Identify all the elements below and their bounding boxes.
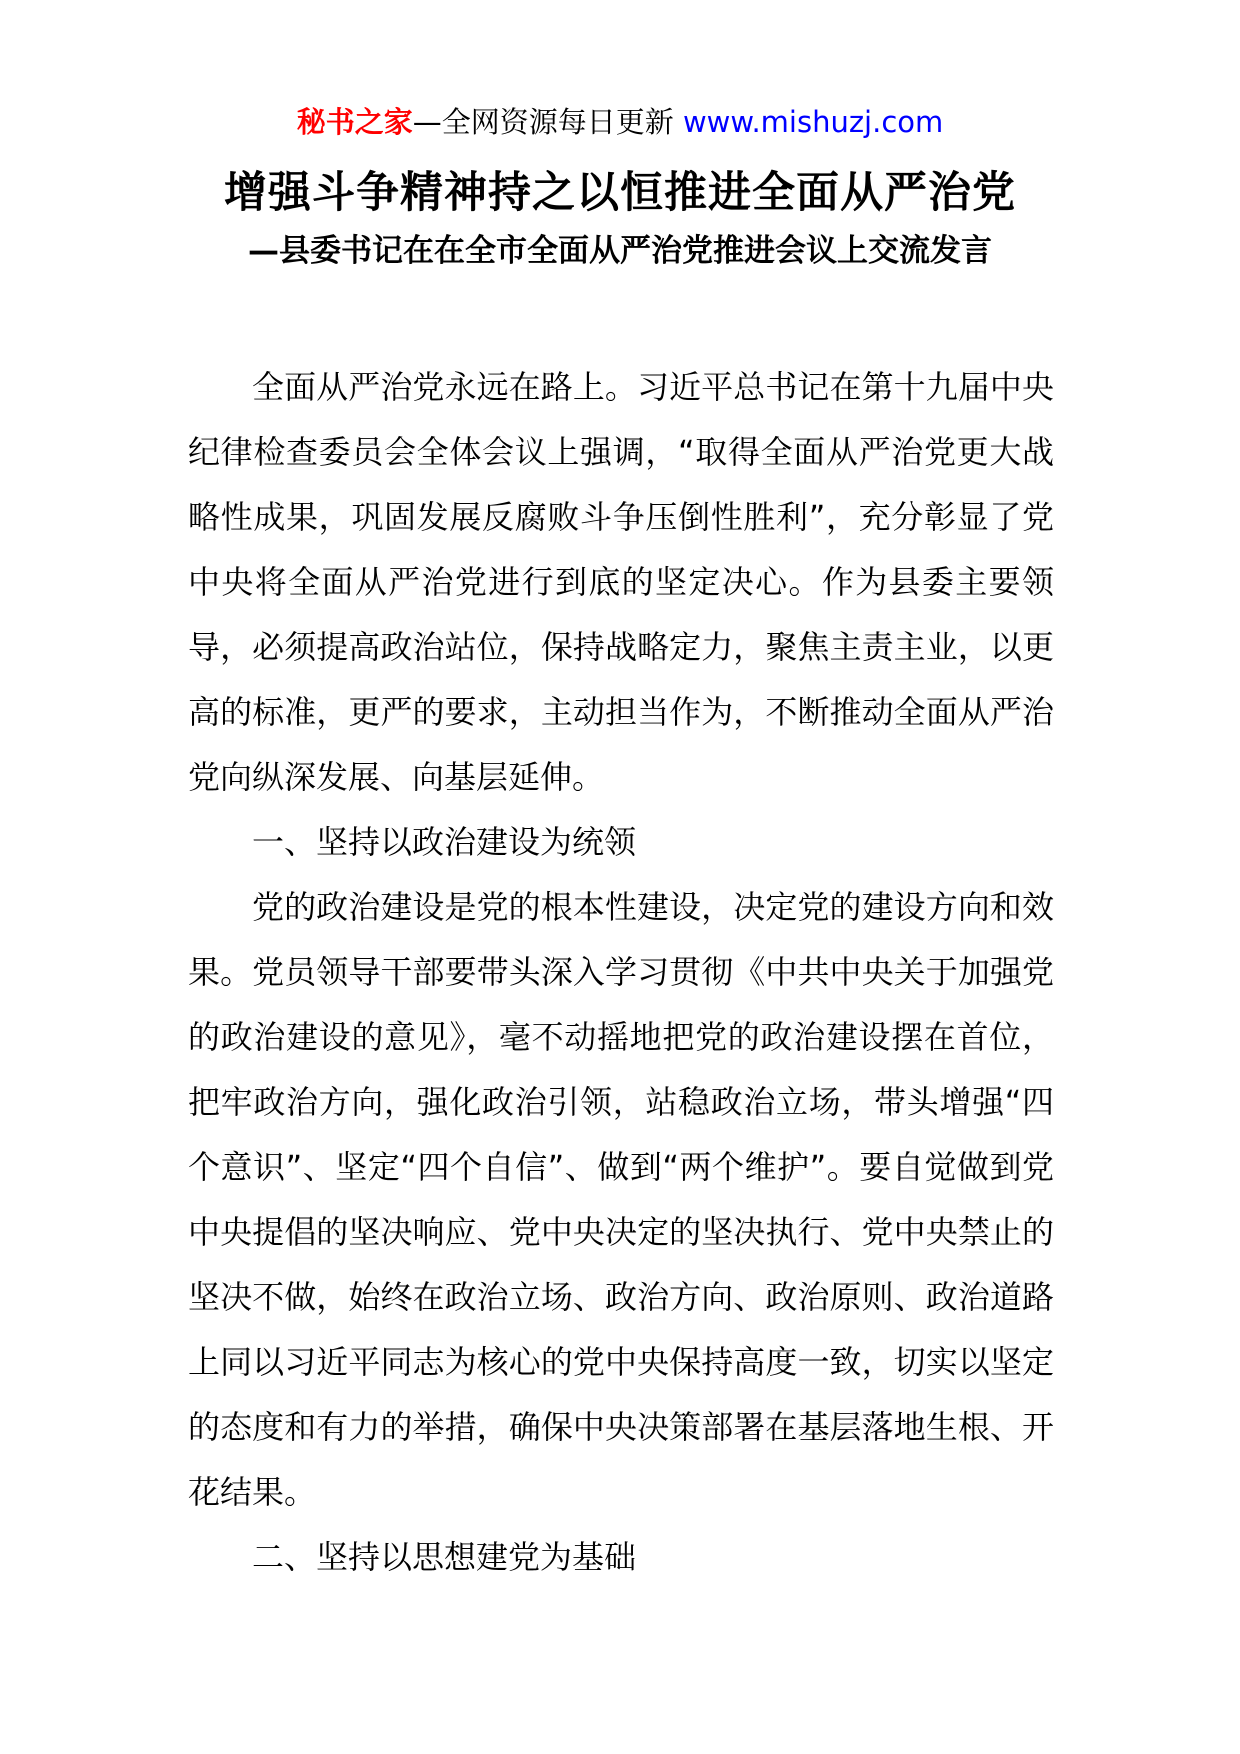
site-url-link[interactable]: www.mishuzj.com: [682, 105, 944, 139]
brand-name: 秘书之家: [296, 105, 413, 139]
document-body: [188, 355, 1054, 1590]
document-title: 增强斗争精神持之以恒推进全面从严治党: [224, 168, 1016, 218]
section-heading-2: 二、坚持以思想建党为基础: [252, 1538, 637, 1576]
intro-paragraph: 全面从严治党永远在路上。习近平总书记在第十九届中央纪律检查委员会全体会议上强调，“取得全面从严治党更大战略性成果，巩固发展反腐败斗争压倒性胜利”，充分彰显了党中央将全面从严治党进行到底的坚定决心。作为县委主要领导，必须提高政治站位，保持战略定力，聚焦主责主业，以更高的标准，更严的要求，主动担当作为，不断推动全面从严治党向纵深发展、向基层延伸。: [188, 368, 1054, 796]
site-header: [0, 102, 1240, 142]
header-tagline: —全网资源每日更新: [412, 105, 674, 139]
document-subtitle: —县委书记在在全市全面从严治党推进会议上交流发言: [248, 233, 992, 269]
section-1-paragraph: 党的政治建设是党的根本性建设，决定党的建设方向和效果。党员领导干部要带头深入学习贯彻《中共中央关于加强党的政治建设的意见》，毫不动摇地把党的政治建设摆在首位，把牢政治方向，强化政治引领，站稳政治立场，带头增强“四个意识”、坚定“四个自信”、做到“两个维护”。要自觉做到党中央提倡的坚决响应、党中央决定的坚决执行、党中央禁止的坚决不做，始终在政治立场、政治方向、政治原则、政治道路上同以习近平同志为核心的党中央保持高度一致，切实以坚定的态度和有力的举措，确保中央决策部署在基层落地生根、开花结果。: [188, 888, 1054, 1511]
section-heading-1: 一、坚持以政治建设为统领: [252, 823, 637, 861]
